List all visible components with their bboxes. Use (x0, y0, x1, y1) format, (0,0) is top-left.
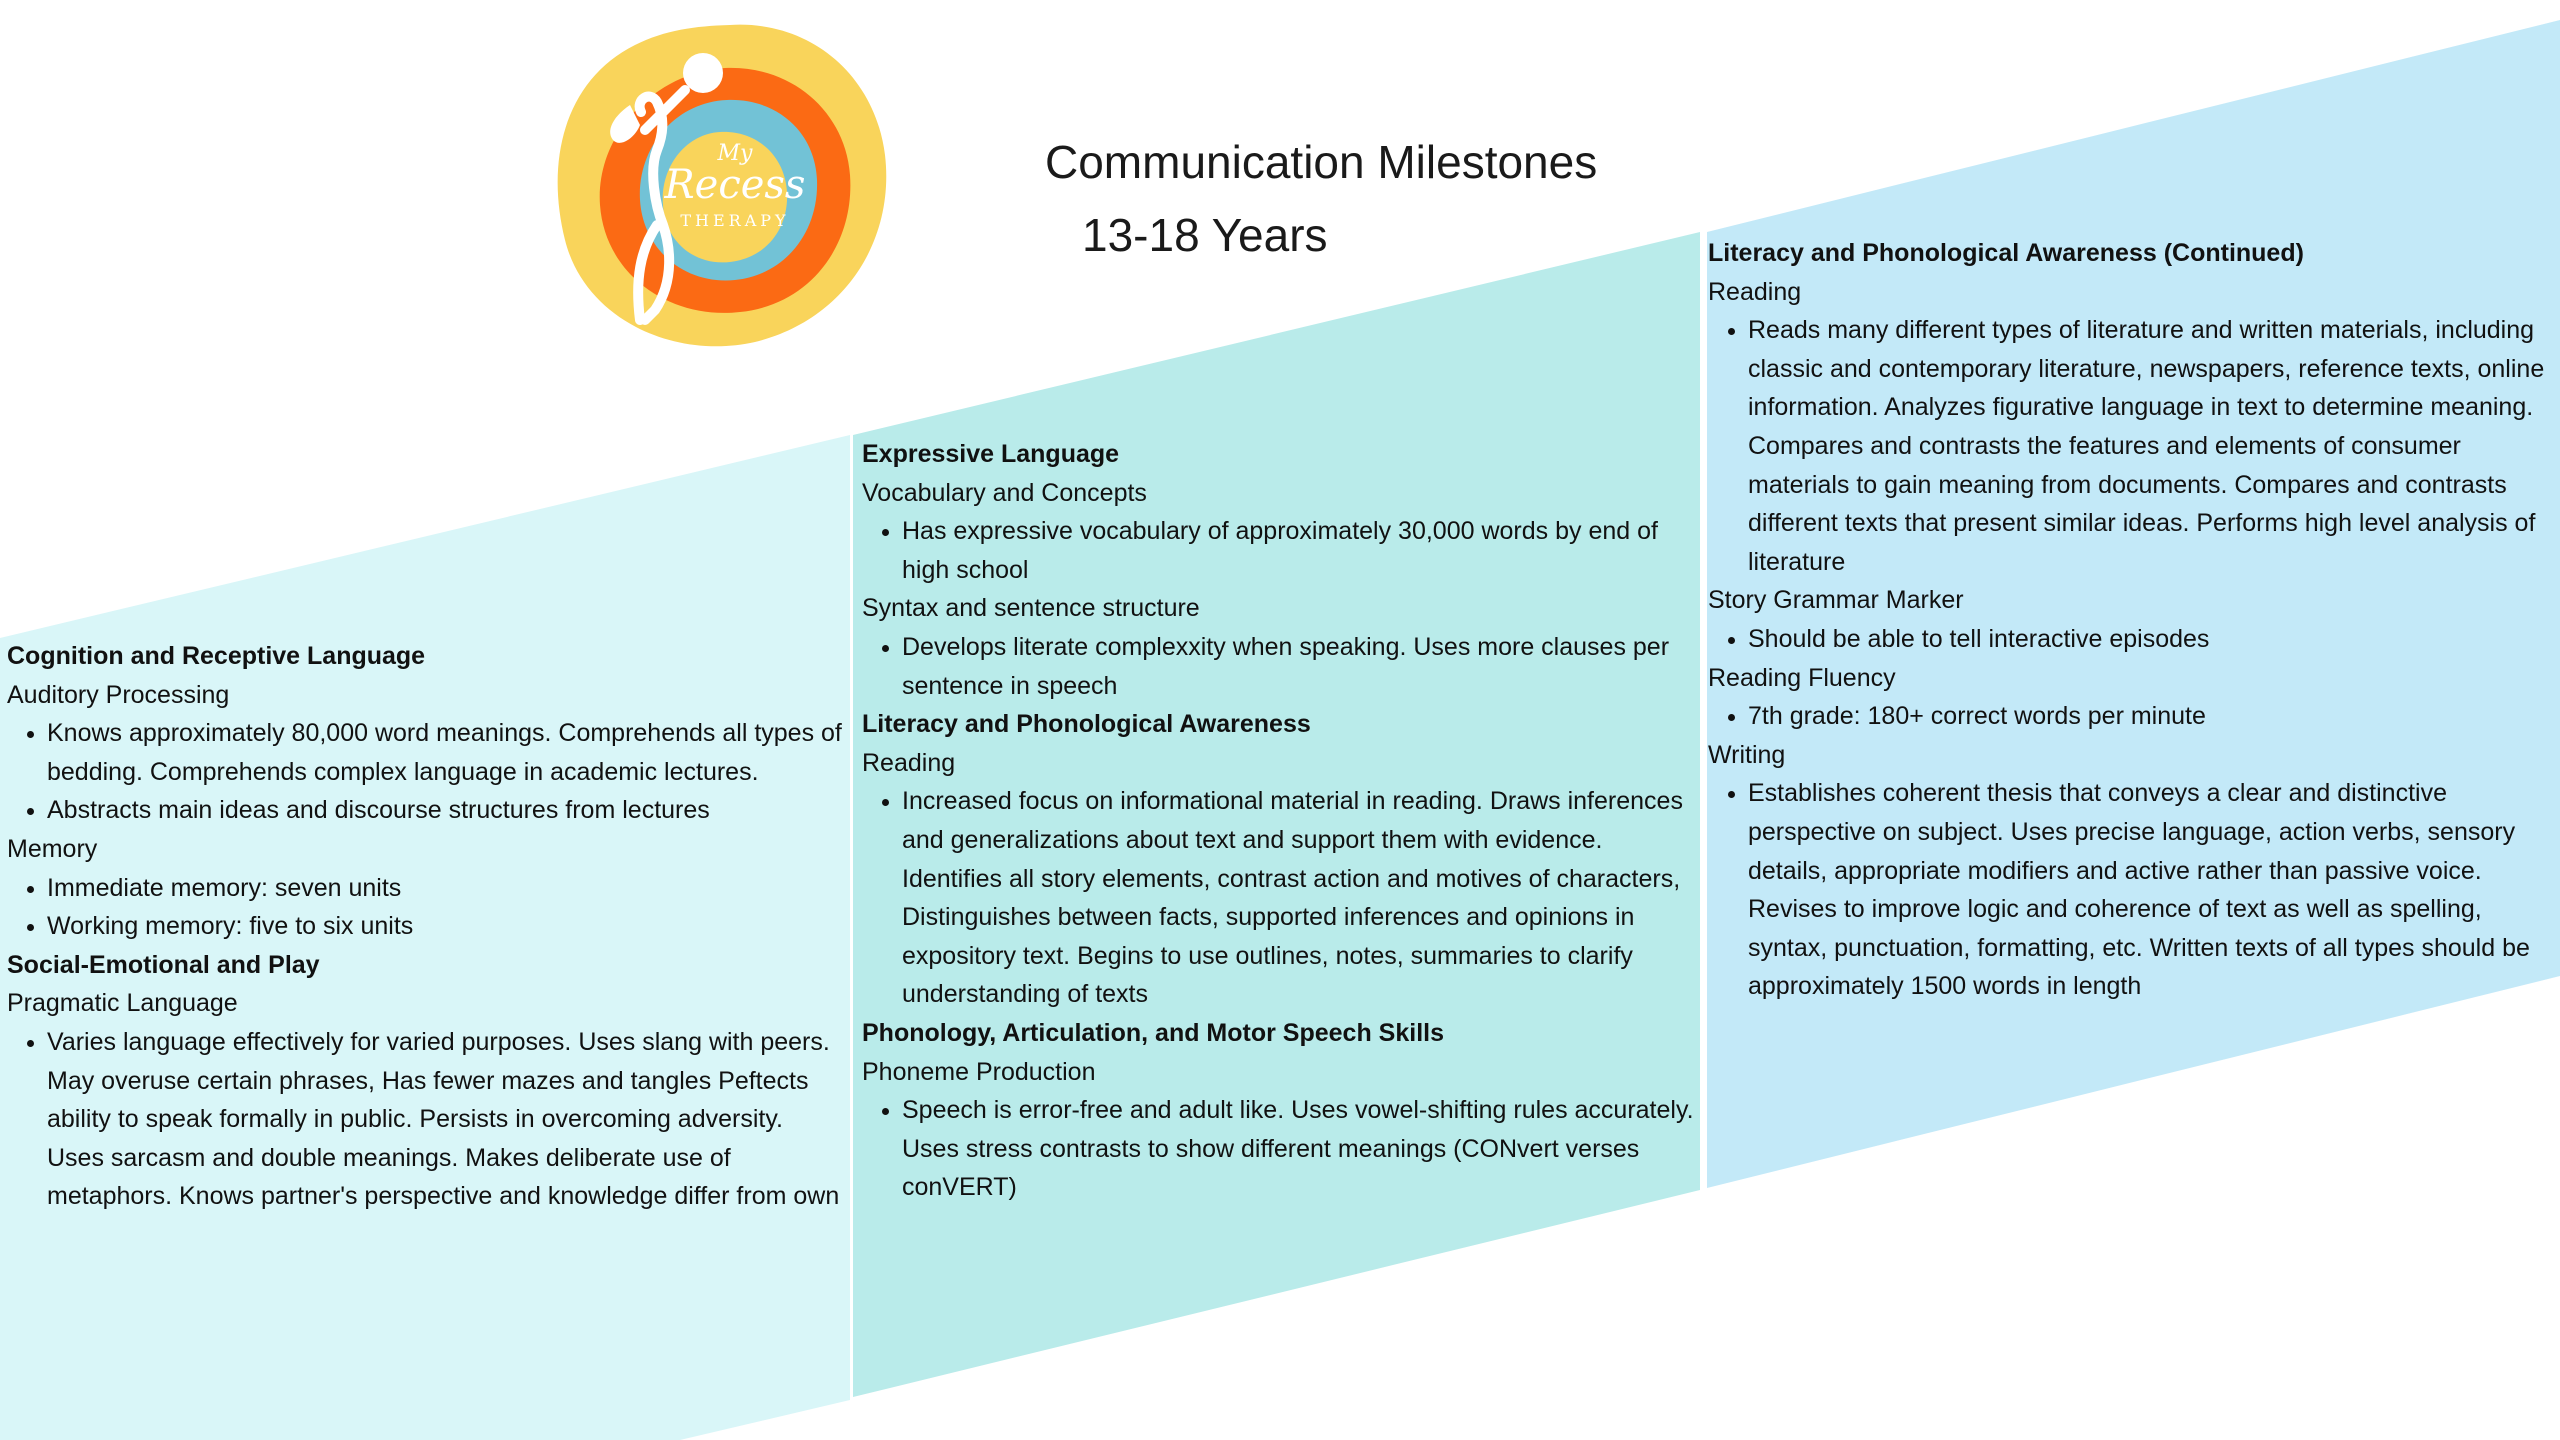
subsection-syntax: Syntax and sentence structure (862, 594, 1200, 623)
subsection-memory: Memory (7, 834, 98, 863)
subsection-story-grammar: Story Grammar Marker (1708, 586, 1964, 615)
list-vocabulary (862, 512, 1697, 589)
list-item: • Increased focus on informational material in reading. Draws inferences and generalizations about text and support them with evidence. Identifies all story elements, contrast action and motives of characters, Distinguishes between facts, supported inferences and opinions in expository text. Begins to use outlines, notes, summaries to clarify understanding of texts (902, 782, 1697, 1014)
subsection-reading-fluency: Reading Fluency (1708, 663, 1896, 692)
list-item: • Varies language effectively for varied purposes. Uses slang with peers. May overuse certain phrases, Has fewer mazes and tangles Peftects ability to speak formally in public. Persists in overcoming adversity. Uses sarcasm and double meanings. Makes deliberate use of metaphors. Knows partner's perspective and knowledge differ from own (47, 1023, 845, 1216)
column-literacy-continued (1708, 234, 2548, 1006)
list-item: • Establishes coherent thesis that conveys a clear and distinctive perspective on subject. Uses precise language, action verbs, sensory details, appropriate modifiers and active rather than passive voice. Revises to improve logic and coherence of text as well as spelling, syntax, punctuation, formatting, etc. Written texts of all types should be approximately 1500 words in length (1748, 774, 2548, 1006)
subsection-reading: Reading (862, 748, 956, 777)
list-item: • Abstracts main ideas and discourse structures from lectures (47, 791, 845, 830)
list-item: • Speech is error-free and adult like. Uses vowel-shifting rules accurately. Uses stress contrasts to show different meanings (CONvert verses conVERT) (902, 1091, 1697, 1207)
section-title-expressive-language: Expressive Language (862, 440, 1120, 468)
section-title-social-emotional: Social-Emotional and Play (7, 950, 320, 979)
list-story-grammar (1708, 620, 2548, 659)
logo-my-text: My (717, 141, 753, 166)
section-title-cognition: Cognition and Receptive Language (7, 642, 426, 670)
subsection-writing: Writing (1708, 740, 1786, 769)
list-reading (1708, 311, 2548, 581)
subsection-vocabulary: Vocabulary and Concepts (862, 478, 1147, 507)
list-phoneme-production (862, 1091, 1697, 1207)
list-syntax (862, 628, 1697, 705)
page-subtitle: 13-18 Years (1082, 209, 1328, 261)
my-recess-therapy-logo (545, 20, 895, 350)
list-item: • Develops literate complexxity when speaking. Uses more clauses per sentence in speech (902, 628, 1697, 705)
column-expressive-literacy (862, 435, 1697, 1207)
list-item: • Immediate memory: seven units (47, 869, 845, 908)
logo-recess-text: Recess (664, 162, 806, 208)
list-item: • Should be able to tell interactive episodes (1748, 620, 2548, 659)
section-title-literacy: Literacy and Phonological Awareness (862, 710, 1311, 739)
list-pragmatic-language (7, 1023, 845, 1216)
section-title-phonology: Phonology, Articulation, and Motor Speech Skills (862, 1018, 1444, 1047)
list-item: • Working memory: five to six units (47, 907, 845, 946)
subsection-pragmatic-language: Pragmatic Language (7, 989, 238, 1018)
subsection-auditory-processing: Auditory Processing (7, 680, 230, 709)
list-writing (1708, 774, 2548, 1006)
list-reading (862, 782, 1697, 1014)
list-item: • Has expressive vocabulary of approximately 30,000 words by end of high school (902, 512, 1697, 589)
column-cognition-social (7, 637, 845, 1216)
list-memory (7, 869, 845, 946)
list-item: • Knows approximately 80,000 word meanings. Comprehends all types of bedding. Comprehends complex language in academic lectures. (47, 714, 845, 791)
list-reading-fluency (1708, 697, 2548, 736)
list-auditory-processing (7, 714, 845, 830)
page-title: Communication Milestones (1045, 136, 1598, 188)
subsection-phoneme-production: Phoneme Production (862, 1057, 1096, 1086)
subsection-reading: Reading (1708, 277, 1802, 306)
list-item: • 7th grade: 180+ correct words per minute (1748, 697, 2548, 736)
section-title-literacy-continued: Literacy and Phonological Awareness (Continued) (1708, 239, 2304, 267)
logo-therapy-text: THERAPY (680, 211, 790, 230)
list-item: • Reads many different types of literature and written materials, including classic and contemporary literature, newspapers, reference texts, online information. Analyzes figurative language in text to determine meaning. Compares and contrasts the features and elements of consumer materials to gain meaning from documents. Compares and contrasts different texts that present similar ideas. Performs high level analysis of literature (1748, 311, 2548, 581)
